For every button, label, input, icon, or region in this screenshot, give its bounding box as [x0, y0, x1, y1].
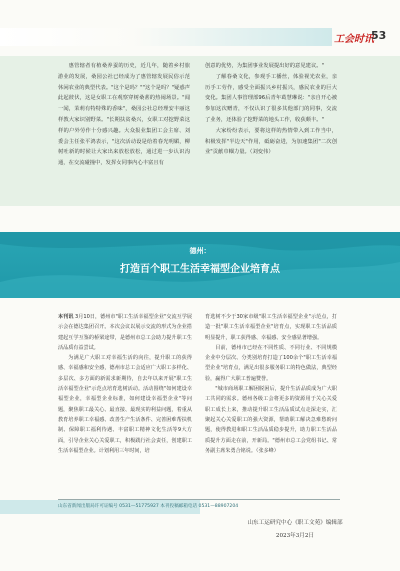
article-right-p3: "城市商场职工解困脱困后，提升生活品质成为广大职工共同的需求。德州各级工会将更多的资源用于关心关爱职工成长上来，推动提升职工生活品质试点走深走实，汇聚起关心关爱职工的强大资源，帮助职工解决急难愁盼问题，使得教进和职工生活品质稳步提升，助力职工生活品质提升方面走在前，开新局。"德州市总工会党组书记、常务副主席朱勇合铭说。（张多峰）	[205, 386, 337, 454]
article-right-column	[205, 312, 337, 456]
article-left-p2: 为满足广大职工对幸福生活的向往，提升职工的获得感、幸福感和安全感，德州市总工会适应广大职工多样化、多层次、多方面的新需求新期待，自去年以来开展"职工生活幸福型企业"示范点培育选树活动。活动围绕"如何建设幸福型企业，幸福型企业标准，如何建设幸福型企业"等问题，聚焦职工最关心、最直接、最现实的利益问题，着重从教育培养职工幸福感、改善生产生活条件、完善困难帮扶机制、保障职工福利待遇、丰富职工精神文化生活等9大方面，引导企业关心关爱职工，积极践行社会责任，创建职工生活幸福型企业。计划利用三年时间，培	[58, 355, 192, 454]
header-band	[0, 28, 332, 46]
article-left-column	[58, 312, 192, 456]
page-number: 53	[371, 29, 387, 42]
top-right-paragraph-1: 创意的优势，为集团事业发展提出好的意见建议。"	[205, 63, 324, 69]
article-left-p1: 3月10日，德州市"职工生活幸福型企业"交流互学展示会在德达集团召开。本次会议以展示交流的形式为企业搭建起互学互鉴的桥梁途带，是德州市总工会助力提升职工生活品质有益尝试。	[58, 314, 192, 351]
footer-sponsor: 山东工运研究中心《职工文苑》编辑部	[247, 520, 343, 526]
footer-date: 2023年3月2日	[275, 533, 315, 539]
header-logo: 工会时讯	[334, 34, 374, 45]
article-lead-paragraph	[58, 312, 192, 353]
banner-title: 打造百个职工生活幸福型企业培育点	[120, 264, 280, 275]
article-right-p1: 育选树不少于30家市级"职工生活幸福型企业"示范点，打造一批"职工生活幸福型企业"培育点，实现职工生活品质明显提升，职工获得感、幸福感、安全感显著增强。	[205, 314, 337, 341]
footer-contact: 山东省新闻出版局许可证编号 0531—51775927 本刊投稿邮箱电话 0531—88907204	[58, 504, 239, 509]
lead-tag: 本刊讯	[58, 314, 74, 320]
top-right-paragraph-3: 大家纷纷表示，要将这样的热情带入到工作当中，积极发挥"半边天"作用，砥砺奋进，为加速集团"二次创业"贡献巾帼力量。（刘变伟）	[205, 127, 337, 156]
top-left-paragraph: 惠管辖者有植桑养蚕的历史，近几年，随着乡村旅游业的发展，桑园公社已经成为了惠管辖发展民俗示范休闲农业的典型代表。"这个是吗？""这个是吗？"疑惑声此起彼伏，这是女职工在观察穿树桑葚的热闹场景。"闻一闻，茉莉有特特殊的香味"，桑园公社总经理安丰丽这样教大家识别野菜。"长期扶贫桑兴，女职工对挖野菜这样的户外劳作十分感兴趣。大众报业集团工会主席、刘委会主任张平鸿表示，"这次活动设是给着春光明媚，柳树吐新的时候让大家出来放松放松，通过进一步认识沟通，在交流碰撞中，发挥女同事内心丰富且有	[58, 63, 190, 167]
top-left-column	[58, 61, 190, 169]
top-right-paragraph-2: 了解春桑文化，参观手工播丝，体验视光农业，亲历手工劳作，感受全面振兴乡村振兴，感民农业的巨大变化。集团人事管理部96后青年葛慧琳说："亲自开心被参加这次赠青，不仅认识了很多其他部门的同事，交流了业务，还体验了挖野菜的地头工作，收获颇丰。"	[205, 73, 337, 123]
banner-subtitle: 德州：	[189, 247, 211, 255]
top-right-column	[205, 61, 337, 158]
article-right-p2: 目前，德州市已经在不同性质、不同行业、不同规模企业中分层次、分类别培育打造了100余个"职工生活幸福型企业"培育点，满足出很多服务职工的特色做法，典型经验，赢得广大职工普遍赞誉。	[205, 344, 337, 382]
